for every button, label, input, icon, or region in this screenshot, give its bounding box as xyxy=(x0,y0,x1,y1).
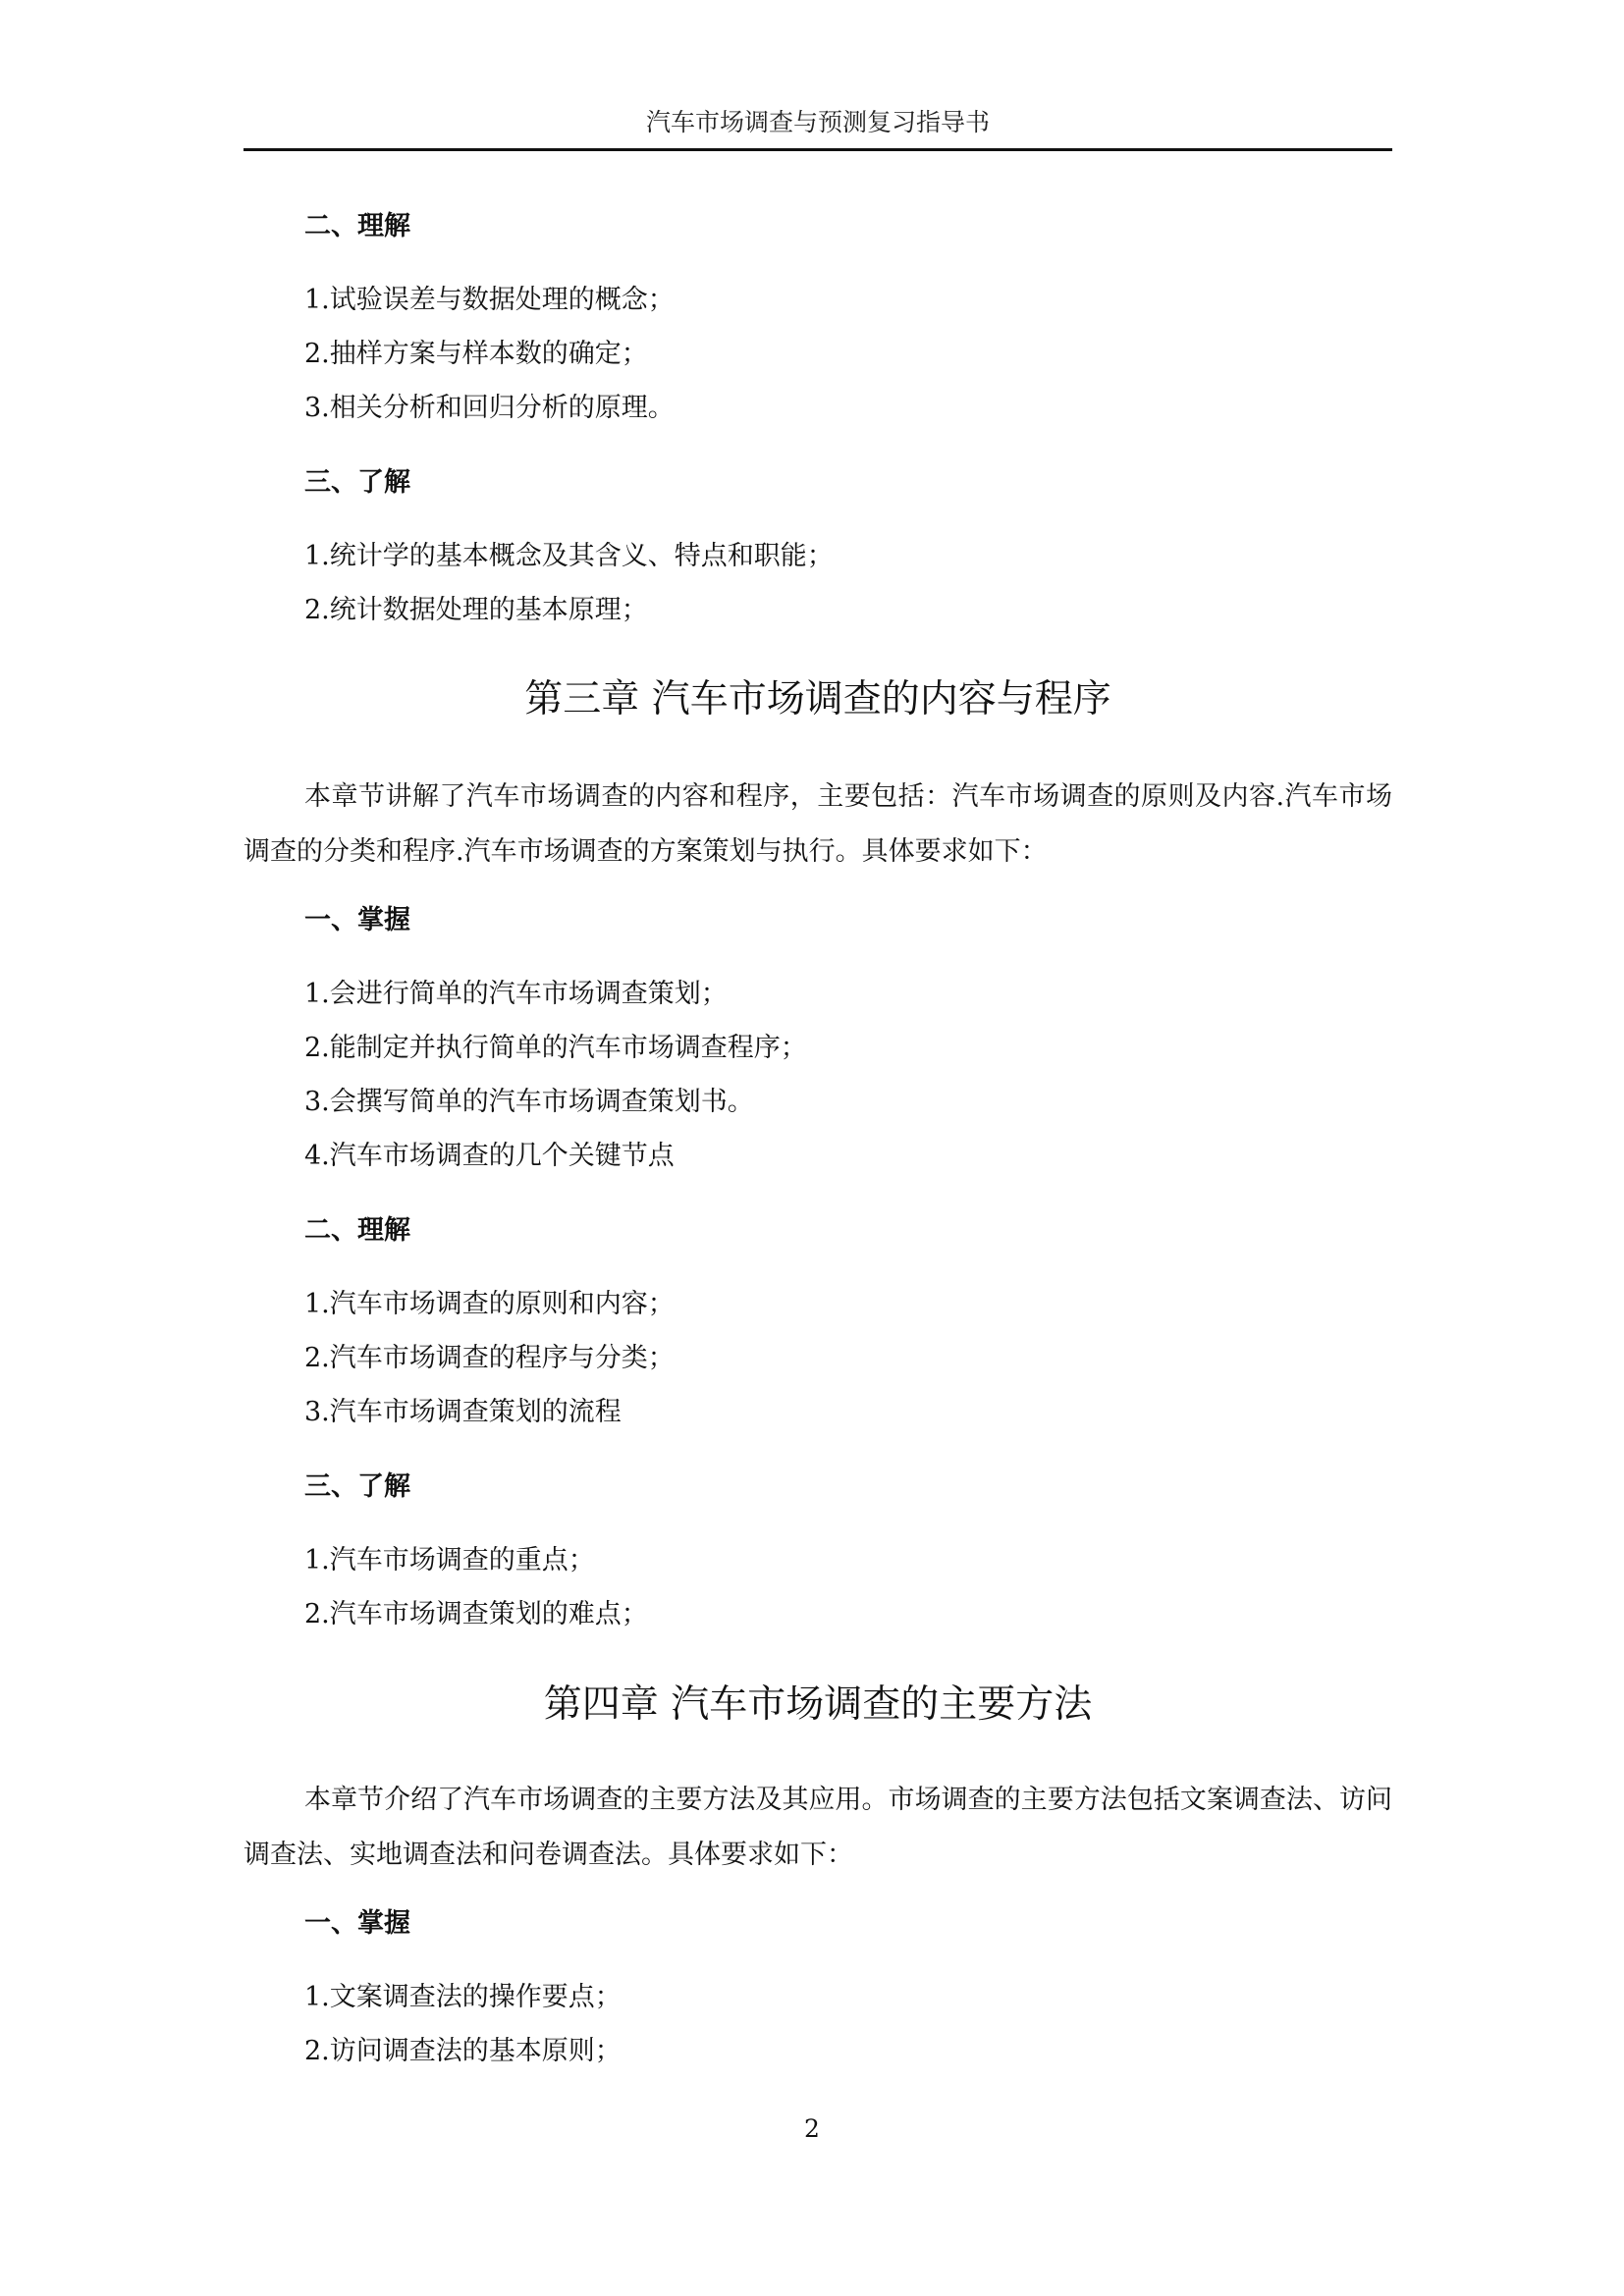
list-item: 3.相关分析和回归分析的原理。 xyxy=(304,393,675,423)
page-number: 2 xyxy=(804,2114,820,2143)
list-item: 2.汽车市场调查的程序与分类； xyxy=(304,1343,675,1373)
list-item: 1.统计学的基本概念及其含义、特点和职能； xyxy=(304,541,834,571)
chapter-title: 第四章 汽车市场调查的主要方法 xyxy=(543,1682,1093,1727)
list-item: 2.汽车市场调查策划的难点； xyxy=(304,1599,648,1629)
chapter-title: 第三章 汽车市场调查的内容与程序 xyxy=(524,677,1111,721)
section-heading-master: 一、掌握 xyxy=(304,1908,410,1939)
list-item: 2.访问调查法的基本原则； xyxy=(304,2036,622,2066)
list-item: 1.文案调查法的操作要点； xyxy=(304,1982,622,2012)
list-item: 4.汽车市场调查的几个关键节点 xyxy=(304,1141,675,1171)
list-item: 2.能制定并执行简单的汽车市场调查程序； xyxy=(304,1033,807,1063)
section-heading-understand: 二、理解 xyxy=(304,1215,410,1246)
list-item: 3.汽车市场调查策划的流程 xyxy=(304,1397,622,1427)
list-item: 1.汽车市场调查的原则和内容； xyxy=(304,1289,675,1319)
header-rule xyxy=(244,148,1392,151)
section-heading-know: 三、了解 xyxy=(304,467,410,498)
section-heading-understand: 二、理解 xyxy=(304,211,410,241)
list-item: 2.统计数据处理的基本原理； xyxy=(304,595,648,625)
section-heading-know: 三、了解 xyxy=(304,1471,410,1502)
list-item: 1.试验误差与数据处理的概念； xyxy=(304,285,675,315)
section-heading-master: 一、掌握 xyxy=(304,905,410,935)
running-header: 汽车市场调查与预测复习指导书 xyxy=(645,108,990,136)
list-item: 2.抽样方案与样本数的确定； xyxy=(304,339,648,369)
list-item: 1.会进行简单的汽车市场调查策划； xyxy=(304,979,728,1009)
chapter-intro: 本章节介绍了汽车市场调查的主要方法及其应用。市场调查的主要方法包括文案调查法、访问调查法、实地调查法和问卷调查法。具体要求如下： xyxy=(244,1785,1392,1870)
list-item: 1.汽车市场调查的重点； xyxy=(304,1545,595,1575)
chapter-intro: 本章节讲解了汽车市场调查的内容和程序，主要包括：汽车市场调查的原则及内容.汽车市场调查的分类和程序.汽车市场调查的方案策划与执行。具体要求如下： xyxy=(244,781,1392,867)
list-item: 3.会撰写简单的汽车市场调查策划书。 xyxy=(304,1087,754,1117)
